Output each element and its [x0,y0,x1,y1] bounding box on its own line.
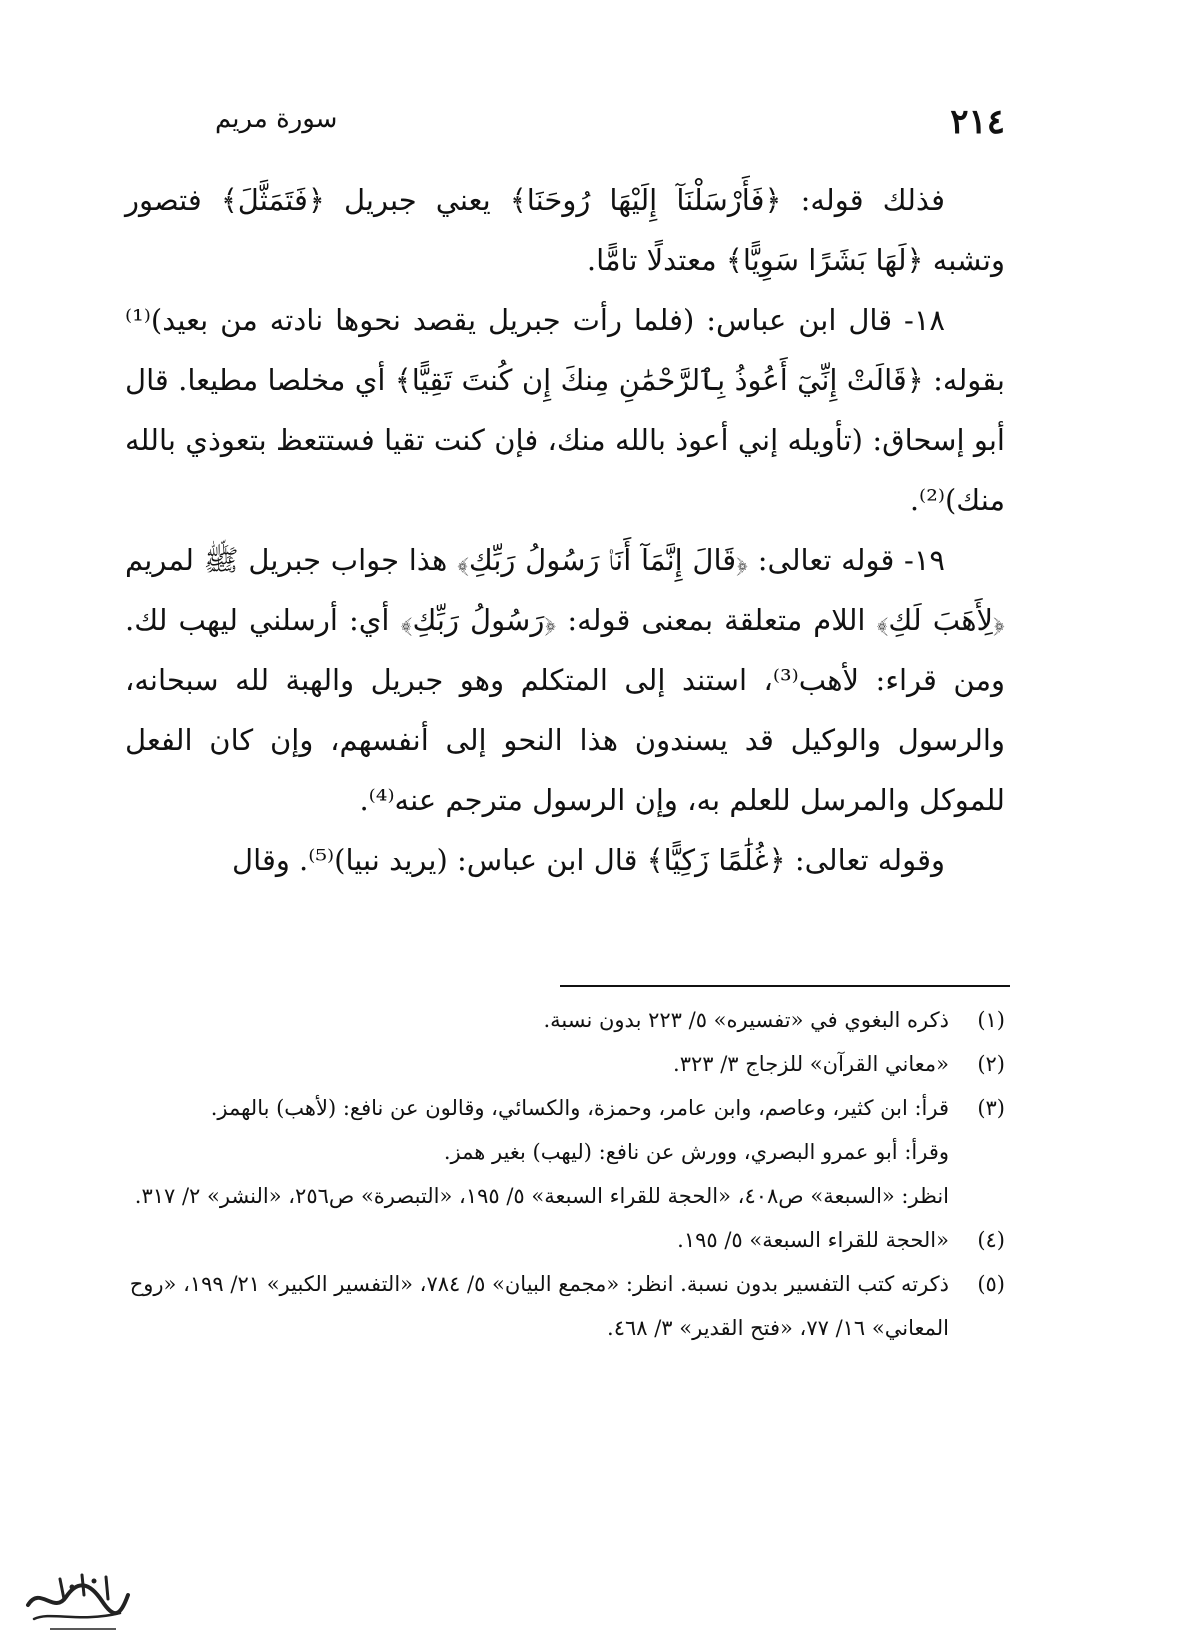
paragraph: وقوله تعالى: ﴿غُلَٰمًا زَكِيًّا﴾ قال ابن عباس: (يريد نبيا)⁽⁵⁾. وقال [232,843,945,877]
footnote-number: (٤) [977,1228,1005,1252]
footnote-text: ذكره البغوي في «تفسيره» ٥/ ٢٢٣ بدون نسبة. [543,1008,949,1032]
surah-title: سورة مريم [215,104,338,134]
footnote [125,1042,1005,1086]
footnote-text: وقرأ: أبو عمرو البصري، وورش عن نافع: (ليهب) بغير همز. [443,1140,949,1164]
watermark-logo [20,1565,135,1637]
footnote-text: انظر: «السبعة» ص٤٠٨، «الحجة للقراء السبعة» ٥/ ١٩٥، «التبصرة» ص٢٥٦، «النشر» ٢/ ٣١٧. [134,1184,949,1208]
main-text [125,170,1005,890]
footnote [125,998,1005,1042]
footnotes [125,998,1005,1350]
page-header [215,100,1005,150]
footnote-text: «معاني القرآن» للزجاج ٣/ ٣٢٣. [673,1052,949,1076]
footnote [125,1218,1005,1262]
footnote [125,1086,1005,1218]
footnote-number: (٣) [977,1096,1005,1120]
footnote-text: قرأ: ابن كثير، وعاصم، وابن عامر، وحمزة، والكسائي، وقالون عن نافع: (لأهب) بالهمز. [210,1096,949,1120]
footnote-text: ذكرته كتب التفسير بدون نسبة. انظر: «مجمع البيان» ٥/ ٧٨٤، «التفسير الكبير» ٢١/ ١٩٩، «روح المعاني» ١٦/ ٧٧، «فتح القدير» ٣/ ٤٦٨. [129,1272,949,1340]
footnote-text: «الحجة للقراء السبعة» ٥/ ١٩٥. [677,1228,949,1252]
footnote-number: (٥) [977,1272,1005,1296]
footnote-divider [560,985,1010,987]
paragraph: فذلك قوله: ﴿فَأَرْسَلْنَآ إِلَيْهَا رُوحَنَا﴾ يعني جبريل ﴿فَتَمَثَّلَ﴾ فتصور وتشبه ﴿لَهَا بَشَرًا سَوِيًّا﴾ معتدلًا تامًّا. [125,183,1005,277]
paragraph: ١٨- قال ابن عباس: (فلما رأت جبريل يقصد نحوها نادته من بعيد)⁽¹⁾ بقوله: ﴿قَالَتْ إِنِّيٓ أَعُوذُ بِٱلرَّحْمَٰنِ مِنكَ إِن كُنتَ تَقِيًّا﴾ أي مخلصا مطيعا. قال أبو إسحاق: (تأويله إني أعوذ بالله منك، فإن كنت تقيا فستتعظ بتعوذي بالله منك)⁽²⁾. [125,303,1005,517]
footnote-number: (٢) [977,1052,1005,1076]
paragraph: ١٩- قوله تعالى: ﴿قَالَ إِنَّمَآ أَنَا۠ رَسُولُ رَبِّكِ﴾ هذا جواب جبريل ﷺ لمريم ﴿لِأَهَبَ لَكِ﴾ اللام متعلقة بمعنى قوله: ﴿رَسُولُ رَبِّكِ﴾ أي: أرسلني ليهب لك. ومن قراء: لأهب⁽³⁾، استند إلى المتكلم وهو جبريل والهبة لله سبحانه، والرسول والوكيل قد يسندون هذا النحو إلى أنفسهم، وإن كان الفعل للموكل والمرسل للعلم به، وإن الرسول مترجم عنه⁽⁴⁾. [125,543,1005,817]
footnote-number: (١) [977,1008,1005,1032]
page-number: ٢١٤ [950,102,1005,142]
footnote [125,1262,1005,1350]
